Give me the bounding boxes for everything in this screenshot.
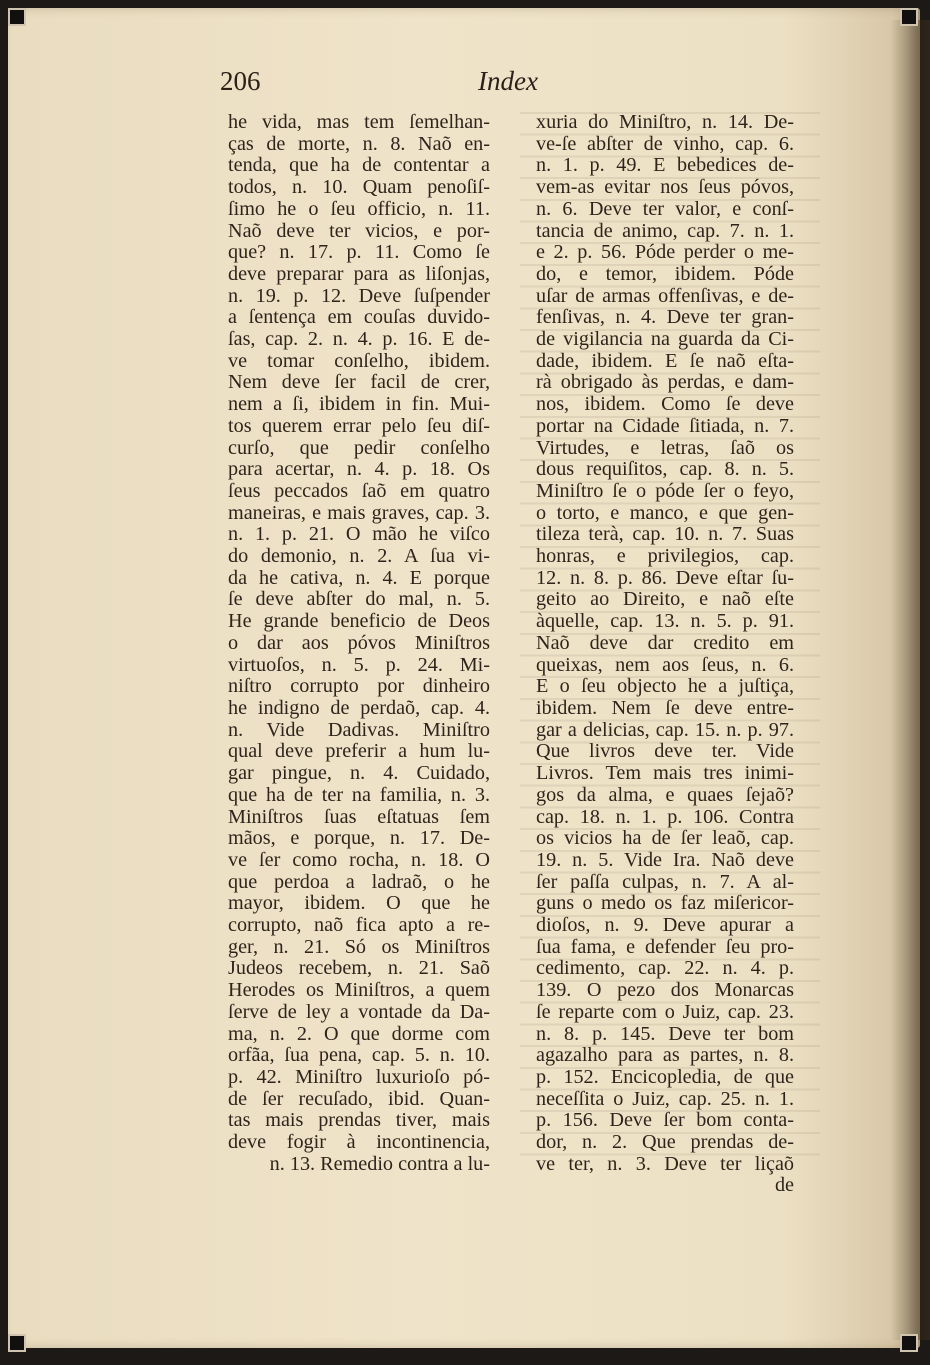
text-line: gar a delicias, cap. 15. n. p. 97. [536, 718, 794, 741]
text-line: queixas, nem aos ſeus, n. 6. [536, 653, 794, 676]
right-text-column [536, 112, 794, 1197]
text-line: n. 1. p. 49. E bebedices de- [536, 154, 794, 177]
text-line: ſeus peccados ſaõ em quatro [228, 479, 490, 502]
text-line: tenda, que ha de contentar a [228, 154, 490, 177]
scan-corner-marker [8, 8, 26, 26]
text-line: todos, n. 10. Quam penoſiſ- [228, 176, 490, 199]
text-line: uſar de armas offenſivas, e de- [536, 284, 794, 307]
text-line: ger, n. 21. Só os Miniſtros [228, 935, 490, 958]
text-line: maneiras, e mais graves, cap. 3. [228, 501, 490, 524]
text-line: para acertar, n. 4. p. 18. Os [228, 458, 490, 481]
text-line: E o ſeu objecto he a juſtiça, [536, 675, 794, 698]
text-line: que perdoa a ladraõ, o he [228, 870, 490, 893]
text-line: qual deve preferir a hum lu- [228, 740, 490, 763]
text-line: tileza terà, cap. 10. n. 7. Suas [536, 523, 794, 546]
text-line: 19. n. 5. Vide Ira. Naõ deve [536, 848, 794, 871]
text-line: nos, ibidem. Como ſe deve [536, 393, 794, 416]
text-line: de vigilancia na guarda da Ci- [536, 328, 794, 351]
text-line: dor, n. 2. Que prendas de- [536, 1131, 794, 1154]
text-line: que? n. 17. p. 11. Como ſe [228, 241, 490, 264]
text-line: Judeos recebem, n. 21. Saõ [228, 957, 490, 980]
text-line: Naõ deve ter vicios, e por- [228, 219, 490, 242]
text-line: ma, n. 2. O que dorme com [228, 1022, 490, 1045]
text-line: p. 152. Encicopledia, de que [536, 1065, 794, 1088]
text-line: os vicios ha de ſer leaõ, cap. [536, 827, 794, 850]
text-line: 12. n. 8. p. 86. Deve eſtar ſu- [536, 566, 794, 589]
text-line: da he cativa, n. 4. E porque [228, 566, 490, 589]
text-line: ſe deve abſter do mal, n. 5. [228, 588, 490, 611]
text-line: de ſer recuſado, ibid. Quan- [228, 1087, 490, 1110]
page-header [0, 62, 930, 102]
text-line: corrupto, naõ fica apto a re- [228, 914, 490, 937]
text-line: Naõ deve dar credito em [536, 631, 794, 654]
text-line: ſas, cap. 2. n. 4. p. 16. E de- [228, 328, 490, 351]
page-edge-shadow [890, 20, 930, 1340]
text-line: cedimento, cap. 22. n. 4. p. [536, 957, 794, 980]
text-line: n. 19. p. 12. Deve ſuſpender [228, 284, 490, 307]
text-line: a ſentença em couſas duvido- [228, 306, 490, 329]
text-line: de [774, 1174, 794, 1197]
text-line: tos querem errar pelo ſeu diſ- [228, 414, 490, 437]
text-line: he indigno de perdaõ, cap. 4. [228, 696, 490, 719]
text-line: virtuoſos, n. 5. p. 24. Mi- [228, 653, 490, 676]
text-line: 139. O pezo dos Monarcas [536, 979, 794, 1002]
text-line: deve preparar para as liſonjas, [228, 262, 490, 285]
text-line: p. 42. Miniſtro luxurioſo pó- [228, 1065, 490, 1088]
left-text-column [228, 112, 490, 1175]
text-line: n. Vide Dadivas. Miniſtro [228, 718, 490, 741]
text-line: fenſivas, n. 4. Deve ter gran- [536, 306, 794, 329]
text-line: mayor, ibidem. O que he [228, 892, 490, 915]
text-line: ve tomar conſelho, ibidem. [228, 349, 490, 372]
text-line: Livros. Tem mais tres inimi- [536, 762, 794, 785]
text-line: ſer paſſa culpas, n. 7. A al- [536, 870, 794, 893]
text-line: dioſos, n. 9. Deve apurar a [536, 914, 794, 937]
text-line: tas mais prendas tiver, mais [228, 1109, 490, 1132]
page-number: 206 [220, 66, 261, 96]
text-line: n. 13. Remedio contra a lu- [269, 1152, 490, 1175]
text-line: ſimo he o ſeu officio, n. 11. [228, 197, 490, 220]
text-line: e 2. p. 56. Póde perder o me- [536, 241, 794, 264]
text-line: Miniſtro ſe o póde ſer o feyo, [536, 479, 794, 502]
text-line: cap. 18. n. 1. p. 106. Contra [536, 805, 794, 828]
text-line: honras, e privilegios, cap. [536, 545, 794, 568]
running-title: Index [478, 66, 538, 96]
text-line: do, e temor, ibidem. Póde [536, 262, 794, 285]
text-line: guns o medo os faz miſericor- [536, 892, 794, 915]
text-line: n. 1. p. 21. O mão he viſco [228, 523, 490, 546]
text-line: neceſſita o Juiz, cap. 25. n. 1. [536, 1087, 794, 1110]
text-line: tancia de animo, cap. 7. n. 1. [536, 219, 794, 242]
text-line: gar pingue, n. 4. Cuidado, [228, 762, 490, 785]
text-line: nem a ſi, ibidem in fin. Mui- [228, 393, 490, 416]
text-line: ſua fama, e defender ſeu pro- [536, 935, 794, 958]
text-line: o dar aos póvos Miniſtros [228, 631, 490, 654]
text-line: mãos, e porque, n. 17. De- [228, 827, 490, 850]
text-line: xuria do Miniſtro, n. 14. De- [536, 111, 794, 133]
text-line: n. 8. p. 145. Deve ter bom [536, 1022, 794, 1045]
scan-corner-marker [900, 8, 918, 26]
scan-corner-marker [900, 1334, 918, 1352]
text-line: Herodes os Miniſtros, a quem [228, 979, 490, 1002]
text-line: ve-ſe abſter de vinho, cap. 6. [536, 132, 794, 155]
text-line: vem-as evitar nos ſeus póvos, [536, 176, 794, 199]
scan-corner-marker [8, 1334, 26, 1352]
text-line: Nem deve ſer facil de crer, [228, 371, 490, 394]
text-line: geito ao Direito, e naõ eſte [536, 588, 794, 611]
text-line: ve ter, n. 3. Deve ter liçaõ [536, 1152, 794, 1175]
text-line: o torto, e manco, e que gen- [536, 501, 794, 524]
text-line: ſe reparte com o Juiz, cap. 23. [536, 1000, 794, 1023]
text-line: portar na Cidade ſitiada, n. 7. [536, 414, 794, 437]
text-line: ſerve de ley a vontade da Da- [228, 1000, 490, 1023]
text-line: do demonio, n. 2. A ſua vi- [228, 545, 490, 568]
text-line: gos da alma, e quaes ſejaõ? [536, 783, 794, 806]
text-line: orfãa, ſua pena, cap. 5. n. 10. [228, 1044, 490, 1067]
text-line: he vida, mas tem ſemelhan- [228, 111, 490, 133]
text-line: que ha de ter na familia, n. 3. [228, 783, 490, 806]
text-line: Que livros deve ter. Vide [536, 740, 794, 763]
text-line: ibidem. Nem ſe deve entre- [536, 696, 794, 719]
text-line: deve fogir à incontinencia, [228, 1131, 490, 1154]
text-line: curſo, que pedir conſelho [228, 436, 490, 459]
text-line: He grande beneficio de Deos [228, 610, 490, 633]
text-line: àquelle, cap. 13. n. 5. p. 91. [536, 610, 794, 633]
text-line: Miniſtros ſuas eſtatuas ſem [228, 805, 490, 828]
text-line: ças de morte, n. 8. Naõ en- [228, 132, 490, 155]
text-line: Virtudes, e letras, ſaõ os [536, 436, 794, 459]
text-line: ve ſer como rocha, n. 18. O [228, 848, 490, 871]
text-line: agazalho para as partes, n. 8. [536, 1044, 794, 1067]
text-line: niſtro corrupto por dinheiro [228, 675, 490, 698]
text-line: dade, ibidem. E ſe naõ eſta- [536, 349, 794, 372]
text-line: p. 156. Deve ſer bom conta- [536, 1109, 794, 1132]
text-line: n. 6. Deve ter valor, e conſ- [536, 197, 794, 220]
text-line: rà obrigado às perdas, e dam- [536, 371, 794, 394]
text-line: dous requiſitos, cap. 8. n. 5. [536, 458, 794, 481]
